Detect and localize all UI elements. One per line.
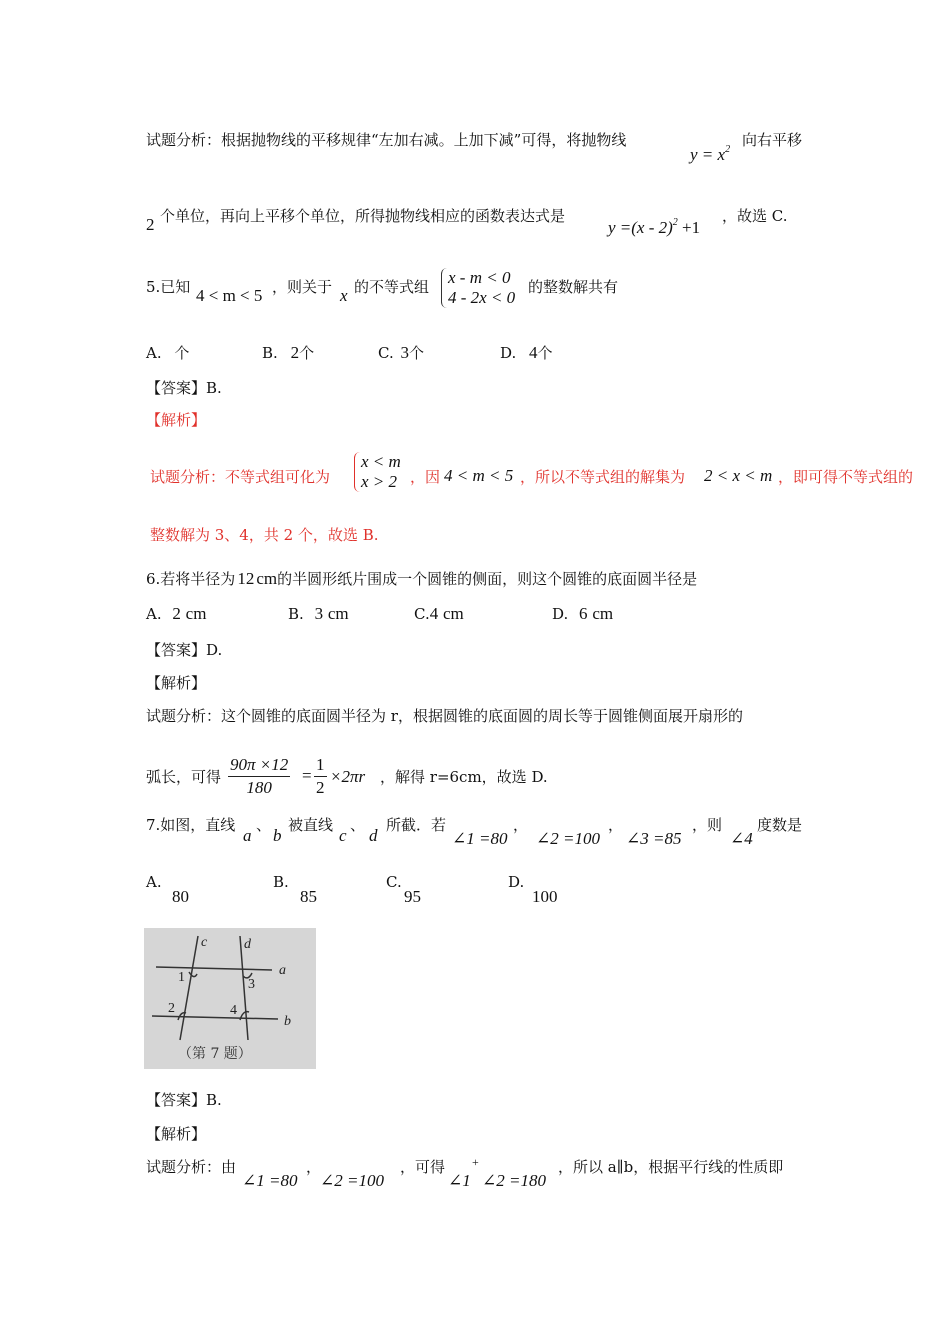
analysis-solution-set: 2 < x < m [704, 466, 773, 485]
parabola-expression: y = x [690, 145, 726, 164]
q7-analysis-comma [306, 1157, 321, 1177]
option-label: D. [500, 344, 517, 362]
option-label: B. [273, 873, 289, 891]
q4-analysis-tail: 向右平移 [742, 131, 803, 149]
angle-1-value: ∠1 =80 [452, 829, 508, 848]
arc-length-fraction [228, 754, 290, 799]
q5-analysis-line2 [150, 525, 379, 545]
variable-x: x [340, 286, 348, 305]
circumference-expression: ×2πr [330, 767, 366, 786]
option-label: D. [552, 605, 569, 623]
q5-option-d [500, 343, 553, 363]
q6-fraction-2 [314, 754, 327, 799]
line-c-label: c [339, 826, 347, 845]
half-fraction [314, 754, 327, 799]
q6-circumference [330, 767, 365, 787]
q5-var-x [340, 286, 348, 306]
angle-sum-value: ∠2 =180 [482, 1171, 546, 1190]
line-c [180, 936, 198, 1040]
q6-number: 6.若将半径为 [146, 570, 236, 588]
line-a [156, 967, 272, 970]
q5-analysis-cond [444, 466, 513, 486]
figure-caption: （第 7 题） [178, 1046, 252, 1062]
q5-option-a [146, 343, 189, 363]
option-unit: cm [443, 604, 464, 623]
angle-1-symbol: ∠1 [448, 1171, 471, 1190]
option-value: 6 [579, 604, 588, 623]
q7-stem-mid [288, 815, 333, 835]
analysis-system-line-1: x < m [361, 452, 401, 471]
q7-analysis-title [146, 1124, 206, 1144]
q7-option-d-value [532, 887, 558, 907]
fraction-numerator: 1 [314, 754, 327, 777]
q4-analysis-line1 [146, 130, 626, 150]
analysis-heading: 【解析】 [146, 674, 207, 692]
q4-analysis-line2-num [146, 215, 155, 235]
analysis-solution-set-label: ，所以不等式组的解集为 [520, 468, 686, 486]
option-unit: cm [185, 604, 207, 623]
q5-analysis-tail [778, 467, 913, 487]
q5-option-b [262, 343, 314, 363]
analysis-conclusion: ，解得 r=6cm，故选 D. [380, 768, 548, 786]
q4-analysis-text2: 个单位，再向上平移个单位，所得抛物线相应的函数表达式是 [160, 207, 566, 225]
option-label: A. [146, 873, 162, 891]
shift-units: 2 [146, 215, 155, 234]
q7-analysis-angle1 [242, 1171, 297, 1191]
q5-text-about: ，则关于 [272, 278, 333, 296]
line-d-label: d [369, 826, 378, 845]
result-constant: +1 [677, 218, 701, 237]
analysis-m-range: 4 < m < 5 [444, 466, 514, 485]
fraction-numerator: 90π ×12 [228, 754, 290, 777]
q7-option-a-value [172, 887, 189, 907]
label-angle-1: 1 [178, 970, 185, 985]
q6-fraction-1 [228, 754, 290, 799]
option-value: 80 [172, 887, 189, 906]
answer-text: 【答案】D. [146, 641, 223, 659]
q7-answer [146, 1090, 222, 1110]
analysis-heading: 【解析】 [146, 1125, 207, 1143]
radius-unit: cm [256, 569, 278, 588]
option-unit: 个 [409, 344, 425, 362]
analysis-then: ，可得 [400, 1158, 446, 1176]
angle-1-arc [189, 972, 197, 977]
q7-stem-mid2 [386, 815, 446, 835]
q7-analysis-prefix [146, 1157, 236, 1177]
label-a: a [279, 963, 286, 978]
answer-text: 【答案】B. [146, 379, 222, 397]
option-value: 2 [290, 343, 300, 362]
analysis-text: 试题分析：这个圆锥的底面圆半径为 r，根据圆锥的底面圆的周长等于圆锥侧面展开扇形的 [146, 707, 743, 725]
label-b: b [284, 1014, 291, 1029]
q4-analysis-line2-tail [722, 206, 787, 226]
line-a-label: a [243, 826, 252, 845]
angle-2-value: ∠2 =100 [320, 1171, 384, 1190]
q7-number: 7.如图，直线 [146, 816, 236, 834]
q7-text-then: ，则 [692, 816, 723, 834]
analysis-continuation: ，即可得不等式组的 [778, 468, 914, 486]
parallel-lines-diagram [144, 928, 316, 1069]
q4-analysis-line1-tail [742, 130, 802, 150]
line-b [152, 1016, 278, 1019]
q7-var-b [273, 826, 282, 846]
comma: ， [608, 816, 624, 834]
q7-option-d-label [508, 872, 524, 892]
q6-question: 的半圆形纸片围成一个圆锥的侧面，则这个圆锥的底面圆半径是 [277, 570, 698, 588]
option-value: 个 [174, 344, 190, 362]
analysis-system-line-2: x > 2 [361, 472, 398, 491]
q7-comma1 [513, 815, 528, 835]
m-range: 4 < m < 5 [196, 286, 263, 305]
analysis-heading: 【解析】 [146, 411, 207, 429]
q7-analysis-mid [400, 1157, 445, 1177]
line-b-label: b [273, 826, 282, 845]
label-angle-3: 3 [248, 977, 255, 992]
option-label: B. [288, 605, 304, 623]
angle-4-label: ∠4 [730, 829, 753, 848]
q7-text-if: 所截．若 [386, 816, 447, 834]
separator: 、 [256, 816, 272, 834]
q4-conclusion: ，故选 C. [722, 207, 788, 225]
result-exponent: 2 [672, 217, 678, 228]
q7-sep1 [256, 815, 271, 835]
q7-analysis-sum-b [482, 1171, 546, 1191]
q5-stem-prefix [146, 277, 190, 297]
q7-text-cut: 被直线 [288, 816, 334, 834]
q4-formula-parabola [690, 140, 730, 165]
label-angle-4: 4 [230, 1003, 237, 1018]
label-c: c [201, 935, 208, 950]
q6-answer [146, 640, 222, 660]
q5-analysis-mid [410, 467, 440, 487]
q5-analysis-set [704, 466, 772, 486]
q7-option-c-value [404, 887, 421, 907]
option-label: C. [386, 873, 402, 891]
option-label: D. [508, 873, 525, 891]
q5-number: 5.已知 [146, 278, 191, 296]
q7-analysis-angle2 [320, 1171, 384, 1191]
q7-stem-tail [757, 815, 802, 835]
option-value: 95 [404, 887, 421, 906]
angle-1-value: ∠1 =80 [242, 1171, 298, 1190]
option-label: A. [146, 344, 162, 362]
system-brace [441, 268, 515, 308]
q7-question: 度数是 [757, 816, 803, 834]
separator: 、 [350, 816, 366, 834]
analysis-conclusion: 整数解为 3、4，共 2 个，故选 B. [150, 526, 379, 544]
option-unit: cm [327, 604, 349, 623]
option-value: 100 [532, 887, 558, 906]
q5-analysis-prefix [150, 467, 330, 487]
q5-question: 的整数解共有 [528, 278, 619, 296]
q7-analysis-plus [472, 1152, 479, 1172]
q5-analysis-mid2 [520, 467, 685, 487]
q5-condition [196, 286, 262, 306]
analysis-text: 试题分析：由 [146, 1158, 237, 1176]
q7-angle1 [452, 829, 507, 849]
parabola-exponent: 2 [725, 144, 731, 155]
q6-equals [302, 766, 312, 786]
q7-var-c [339, 826, 347, 846]
option-value: 85 [300, 887, 317, 906]
q7-stem-mid3 [692, 815, 722, 835]
analysis-text: 试题分析：不等式组可化为 [150, 468, 331, 486]
q6-analysis-line1 [146, 706, 743, 726]
q5-analysis-system [354, 452, 401, 492]
q7-angle2 [536, 829, 600, 849]
q6-analysis-title [146, 673, 206, 693]
analysis-continuation: ，所以 a∥b，根据平行线的性质即 [558, 1158, 784, 1176]
q4-result-formula [608, 213, 700, 238]
option-label: A. [146, 605, 162, 623]
comma: ， [513, 816, 529, 834]
option-value: 2 [172, 604, 181, 623]
q4-analysis-line2 [160, 206, 565, 226]
q7-angle4 [730, 829, 753, 849]
q7-sep2 [350, 815, 365, 835]
q7-option-b-label [273, 872, 289, 892]
option-label: C. [378, 344, 394, 362]
q5-text-system: 的不等式组 [354, 278, 430, 296]
q5-stem-mid2 [354, 277, 429, 297]
angle-2-value: ∠2 =100 [536, 829, 600, 848]
q7-option-a-label [146, 872, 162, 892]
q6-option-c [414, 604, 464, 624]
q7-var-a [243, 826, 252, 846]
equals-sign: = [302, 766, 312, 785]
q4-analysis-text: 试题分析：根据抛物线的平移规律“左加右减。上加下减”可得，将抛物线 [146, 131, 627, 149]
option-value: 4 [529, 343, 538, 362]
option-label: C. [414, 605, 430, 623]
q5-answer [146, 378, 222, 398]
q6-analysis-line2-prefix [146, 767, 221, 787]
radius-value: 12 [237, 569, 255, 588]
q5-option-c [378, 343, 424, 363]
q7-angle3 [626, 829, 681, 849]
q5-stem-mid [272, 277, 332, 297]
system-line-1: x - m < 0 [448, 268, 511, 287]
system-line-2: 4 - 2x < 0 [448, 288, 516, 307]
q7-figure [144, 928, 316, 1069]
option-value: 3 [314, 604, 324, 623]
fraction-denominator: 2 [316, 778, 325, 797]
plus-sign: + [472, 1155, 479, 1169]
q7-comma2 [608, 815, 623, 835]
angle-3-value: ∠3 =85 [626, 829, 682, 848]
q5-stem-tail [528, 277, 618, 297]
option-label: B. [262, 344, 278, 362]
analysis-text: 弧长，可得 [146, 768, 222, 786]
answer-text: 【答案】B. [146, 1091, 222, 1109]
q7-option-b-value [300, 887, 317, 907]
q6-option-a [146, 604, 206, 624]
label-d: d [244, 937, 251, 952]
q6-option-b [288, 604, 349, 624]
q5-inequality-system [441, 268, 515, 308]
analysis-system-brace [354, 452, 401, 492]
analysis-because: ，因 [410, 468, 441, 486]
q6-analysis-line2-tail [380, 767, 548, 787]
q7-option-c-label [386, 872, 402, 892]
q5-analysis-title [146, 410, 206, 430]
q7-var-d [369, 826, 378, 846]
option-unit: cm [592, 604, 614, 623]
comma: ， [306, 1158, 322, 1176]
q7-analysis-tail [558, 1157, 783, 1177]
option-value: 4 [429, 604, 439, 623]
q6-option-d [552, 604, 613, 624]
q7-analysis-sum-a [448, 1171, 471, 1191]
option-value: 3 [400, 343, 409, 362]
label-angle-2: 2 [168, 1001, 175, 1016]
q6-stem [146, 569, 697, 589]
option-unit: 个 [299, 344, 315, 362]
q7-stem-prefix [146, 815, 235, 835]
fraction-denominator: 180 [246, 778, 272, 797]
result-expression: y =(x - 2) [608, 218, 673, 237]
option-unit: 个 [537, 344, 553, 362]
